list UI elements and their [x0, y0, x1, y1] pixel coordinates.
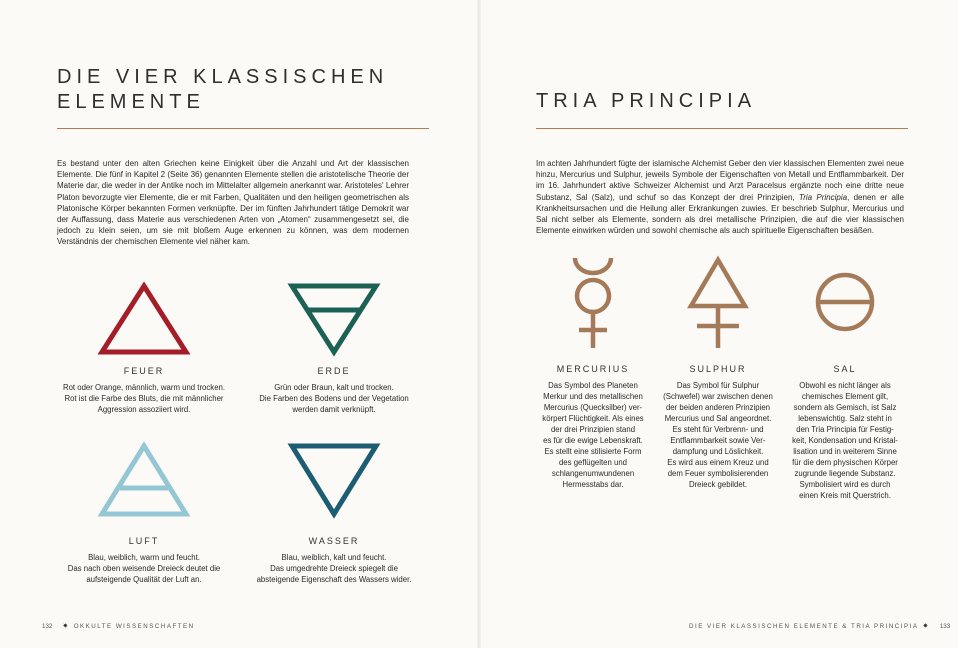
element-air	[44, 440, 244, 585]
left-page-title: DIE VIER KLASSISCHEN ELEMENTE	[57, 66, 389, 113]
sulphur-symbol-icon	[683, 254, 753, 350]
salt-symbol-icon	[810, 254, 880, 350]
footer-star-icon: ✷	[922, 623, 930, 630]
right-title-rule	[536, 128, 908, 129]
element-earth-label: ERDE	[317, 366, 351, 376]
principle-mercurius-label: MERCURIUS	[556, 364, 630, 374]
element-air-desc: Blau, weiblich, warm und feucht. Das nach oben weisende Dreieck deutet die aufsteigende Qualität der Luft an.	[67, 553, 221, 584]
principle-sulphur-desc: Das Symbol für Sulphur (Schwefel) war zwischen denen der beiden anderen Prinzipien Mercurius und Sal angeordnet. Es steht für Verbrenn- und Entflammbarkeit sowie Ver- dampfung und Löslichkeit. Es wird aus einem Kreuz und dem Feuer symbolisierenden Dreieck gebildet.	[663, 381, 773, 489]
water-triangle-icon	[284, 440, 384, 522]
left-footer	[36, 622, 195, 630]
right-footer	[689, 622, 956, 630]
left-title-rule	[57, 128, 429, 129]
element-water-desc: Blau, weiblich, kalt und feucht. Das umgedrehte Dreieck spiegelt die absteigende Eigenschaft des Wassers wider.	[256, 553, 412, 584]
right-page	[479, 0, 958, 648]
principle-mercurius-desc: Das Symbol des Planeten Merkur und des metallischen Mercurius (Quecksilber) ver- körpert Flüchtigkeit. Als eines der drei Prinzipien stand es für die ewige Lebenskraft. Es stellt eine stilisierte Form des geflügelten und schlangenumwundenen Hermesstabs dar.	[542, 381, 644, 489]
mercury-symbol-icon	[563, 254, 623, 350]
principle-sulphur-label: SULPHUR	[689, 364, 747, 374]
element-fire-desc: Rot oder Orange, männlich, warm und trocken. Rot ist die Farbe des Bluts, die mit männlicher Aggression assoziiert wird.	[62, 383, 226, 414]
principle-sal	[783, 254, 907, 501]
right-page-title: TRIA PRINCIPIA	[536, 90, 757, 112]
principle-sal-desc: Obwohl es nicht länger als chemisches Element gilt, sondern als Gemisch, ist Salz lebenswichtig. Salz steht in den Tria Principia für Festig- keit, Kondensation und Kristal- lisation und in weiterem Sinne für die dem physischen Körper zugrunde liegende Substanz. Symbolisiert wird es durch einen Kreis mit Querstrich.	[792, 381, 898, 500]
element-fire-label: FEUER	[123, 366, 165, 376]
right-running-head: DIE VIER KLASSISCHEN ELEMENTE & TRIA PRINCIPIA	[689, 623, 919, 630]
element-earth-desc: Grün oder Braun, kalt und trocken. Die Farben des Bodens und der Vegetation werden damit verknüpft.	[259, 383, 409, 414]
earth-triangle-icon	[284, 280, 384, 360]
left-page-number: 132	[42, 623, 53, 630]
element-water	[234, 440, 434, 585]
element-water-label: WASSER	[308, 536, 360, 546]
element-earth	[234, 280, 434, 415]
left-running-head: OKKULTE WISSENSCHAFTEN	[73, 623, 195, 630]
footer-star-icon: ✷	[62, 623, 70, 630]
right-intro-text: Im achten Jahrhundert fügte der islamische Alchemist Geber den vier klassischen Elementen zwei neue hinzu, Mercurius und Sulphur, jeweils Symbole der Eigenschaften von Metall und Entflammbarkeit. Der im 16. Jahrhundert aktive Schweizer Alchemist und Arzt Paracelsus ergänzte noch eine dritte neue Substanz, Sal (Salz), und schuf so das Konzept der drei Prinzipien, Tria Principia, denen er alle Krankheitsursachen und die Heilung aller Erkrankungen zuwies. Er beschrieb Sulphur, Mercurius und Sal nicht selber als Elemente, sondern als drei metallische Prinzipien, die auf die vier klassischen Elemente einwirken würden und sowohl chemische als auch spirituelle Eigenschaften besäßen.	[536, 159, 905, 236]
element-air-label: LUFT	[128, 536, 160, 546]
element-fire	[44, 280, 244, 415]
air-triangle-icon	[94, 440, 194, 522]
principle-sal-label: SAL	[833, 364, 857, 374]
principle-sulphur	[653, 254, 783, 490]
principle-mercurius	[533, 254, 653, 490]
right-page-number: 133	[939, 623, 951, 630]
left-intro-text: Es bestand unter den alten Griechen keine Einigkeit über die Anzahl und Art der klassischen Elemente. Die fünf in Kapitel 2 (Seite 36) genannten Elemente stellen die aristotelische Theorie der Materie dar, die weder in der Antike noch im Mittelalter allgemein anerkannt war. Aristoteles' Lehrer Platon bevorzugte vier Elemente, die er mit Farben, Qualitäten und den heiligen geometrischen als Platonische Körper bekannten Formen verknüpfte. Der im fünften Jahrhundert tätige Demokrit war der Auffassung, dass Materie aus verschiedenen Arten von „Atomen“ zusammengesetzt sei, die jedoch zu klein seien, um sie mit bloßem Auge erkennen zu können, was dem modernen Verständnis der chemischen Elemente viel näher kam.	[57, 159, 409, 247]
fire-triangle-icon	[94, 280, 194, 360]
